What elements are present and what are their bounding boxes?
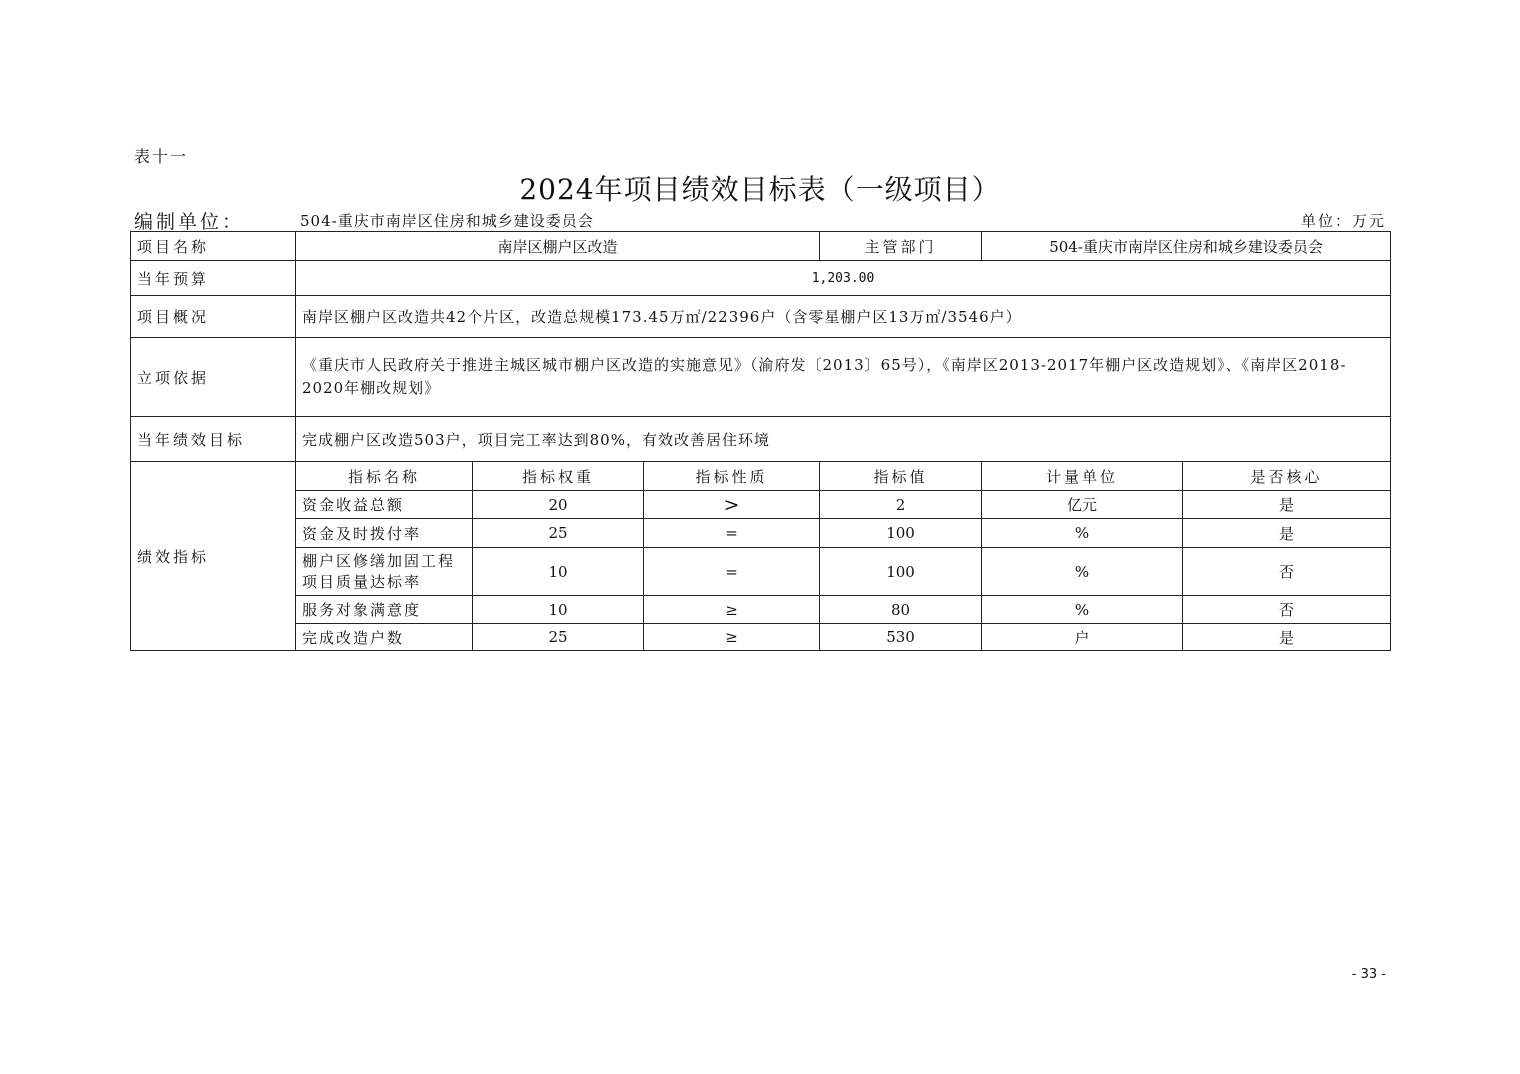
indicator-name: 完成改造户数 <box>296 624 473 651</box>
indicator-nature: ≥ <box>644 624 820 651</box>
indicator-value: 100 <box>820 548 982 596</box>
basis-label: 立项依据 <box>131 338 296 417</box>
page-number: - 33 - <box>1351 967 1386 982</box>
indicator-name: 资金收益总额 <box>296 491 473 519</box>
compile-unit-label: 编制单位： <box>134 211 245 233</box>
header-indicator-weight: 指标权重 <box>473 462 644 491</box>
indicator-nature: = <box>644 519 820 548</box>
performance-table <box>130 231 1391 651</box>
table-row <box>131 548 1391 596</box>
project-name-row <box>131 232 1391 261</box>
document-title: 2024年项目绩效目标表（一级项目） <box>519 173 1001 206</box>
header-indicator-name: 指标名称 <box>296 462 473 491</box>
table-label: 表十一 <box>134 147 189 166</box>
dept-value: 504-重庆市南岸区住房和城乡建设委员会 <box>982 232 1391 261</box>
indicator-weight: 20 <box>473 491 644 519</box>
indicator-name <box>296 548 473 596</box>
indicator-unit: % <box>982 519 1183 548</box>
indicator-weight: 10 <box>473 596 644 624</box>
indicator-unit: 户 <box>982 624 1183 651</box>
indicator-value: 100 <box>820 519 982 548</box>
indicator-core: 否 <box>1183 596 1391 624</box>
indicator-name: 服务对象满意度 <box>296 596 473 624</box>
header-is-core: 是否核心 <box>1183 462 1391 491</box>
indicator-name-line-1: 棚户区修缮加固工程 <box>302 551 456 570</box>
dept-label: 主管部门 <box>820 232 982 261</box>
basis-row <box>131 338 1391 417</box>
indicators-section-label: 绩效指标 <box>131 462 296 651</box>
indicator-value: 530 <box>820 624 982 651</box>
indicator-unit: % <box>982 596 1183 624</box>
table-row <box>131 519 1391 548</box>
table-row <box>131 491 1391 519</box>
indicator-value: 2 <box>820 491 982 519</box>
indicator-nature: > <box>644 491 820 519</box>
goal-label: 当年绩效目标 <box>131 417 296 462</box>
indicator-core: 否 <box>1183 548 1391 596</box>
overview-row <box>131 296 1391 338</box>
indicator-core: 是 <box>1183 491 1391 519</box>
header-indicator-nature: 指标性质 <box>644 462 820 491</box>
basis-value: 《重庆市人民政府关于推进主城区城市棚户区改造的实施意见》（渝府发〔2013〕65号），《南岸区2013-2017年棚户区改造规划》、《南岸区2018-2020年棚改规划》 <box>296 338 1391 417</box>
indicator-name-line-2: 项目质量达标率 <box>302 572 422 591</box>
overview-value: 南岸区棚户区改造共42个片区，改造总规模173.45万㎡/22396户（含零星棚户区13万㎡/3546户） <box>296 296 1391 338</box>
indicator-unit: % <box>982 548 1183 596</box>
project-name-value: 南岸区棚户区改造 <box>296 232 820 261</box>
project-name-label: 项目名称 <box>131 232 296 261</box>
header-measure-unit: 计量单位 <box>982 462 1183 491</box>
indicator-weight: 10 <box>473 548 644 596</box>
budget-value: 1,203.00 <box>296 261 1391 296</box>
budget-row <box>131 261 1391 296</box>
indicator-weight: 25 <box>473 624 644 651</box>
compile-unit-value: 504-重庆市南岸区住房和城乡建设委员会 <box>300 212 594 230</box>
indicator-header-row <box>131 462 1391 491</box>
overview-label: 项目概况 <box>131 296 296 338</box>
table-row <box>131 596 1391 624</box>
currency-unit: 单位：万元 <box>1300 212 1386 230</box>
indicator-core: 是 <box>1183 519 1391 548</box>
indicator-nature: ≥ <box>644 596 820 624</box>
indicator-core: 是 <box>1183 624 1391 651</box>
goal-value: 完成棚户区改造503户，项目完工率达到80%，有效改善居住环境 <box>296 417 1391 462</box>
table-row <box>131 624 1391 651</box>
goal-row <box>131 417 1391 462</box>
indicator-nature: = <box>644 548 820 596</box>
budget-label: 当年预算 <box>131 261 296 296</box>
indicator-weight: 25 <box>473 519 644 548</box>
indicator-unit: 亿元 <box>982 491 1183 519</box>
header-indicator-value: 指标值 <box>820 462 982 491</box>
indicator-value: 80 <box>820 596 982 624</box>
indicator-name: 资金及时拨付率 <box>296 519 473 548</box>
